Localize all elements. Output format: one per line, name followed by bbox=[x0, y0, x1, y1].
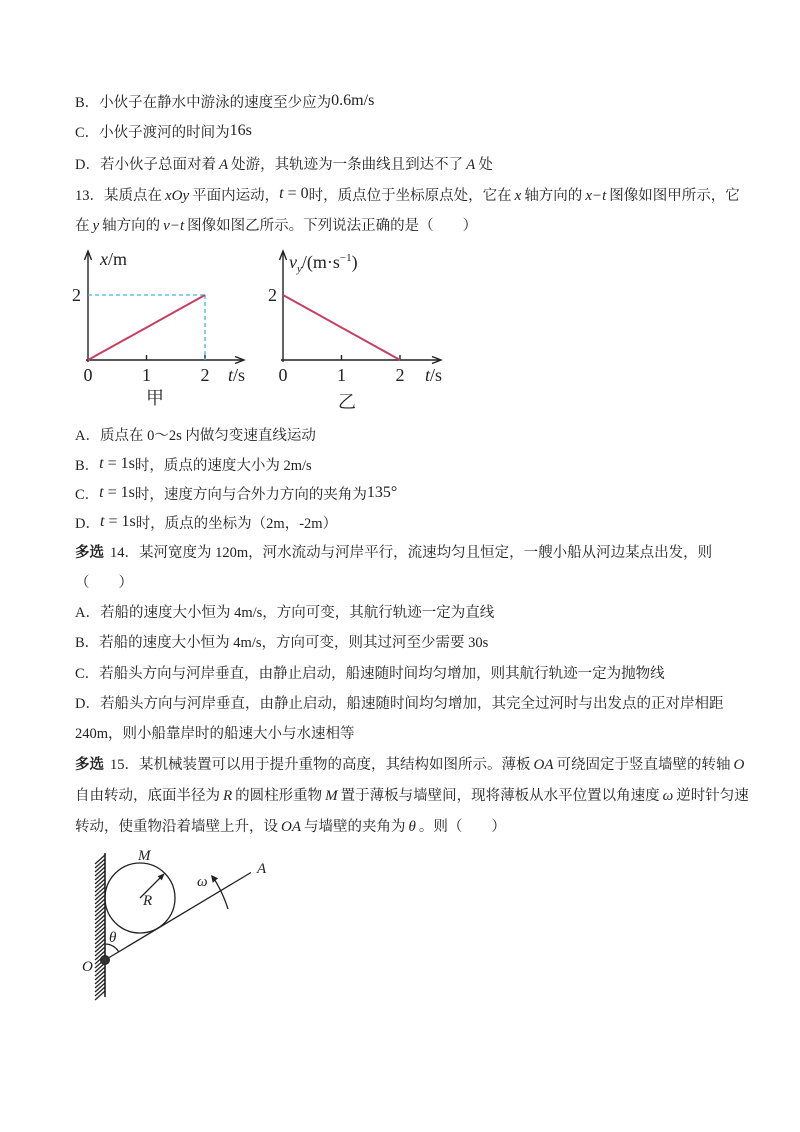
q14-option-c bbox=[75, 663, 665, 685]
question-text: 某质点在 bbox=[104, 188, 162, 204]
option-label: B． bbox=[75, 95, 100, 111]
option-label: B． bbox=[75, 458, 100, 474]
y-axis-unit-close: ) bbox=[351, 252, 358, 272]
q12-option-b bbox=[75, 92, 374, 114]
math-variable: ω bbox=[662, 788, 674, 804]
option-text: C．若船头方向与河岸垂直，由静止启动，船速随时间均匀增加，则其航行轨迹一定为抛物线 bbox=[75, 666, 665, 682]
option-text: 小伙子在静水中游泳的速度至少应为 bbox=[99, 95, 332, 111]
x-axis-label bbox=[425, 365, 442, 385]
question-text: 图像如图乙所示。下列说法正确的是（ ） bbox=[187, 218, 478, 234]
option-label: C． bbox=[75, 487, 100, 503]
option-text: 时，速度方向与合外力方向的夹角为 bbox=[134, 487, 367, 503]
q14-option-d-line1 bbox=[75, 693, 723, 715]
option-label: D． bbox=[75, 157, 100, 173]
math-expression bbox=[99, 455, 135, 472]
option-label: D． bbox=[75, 516, 100, 532]
board-OA bbox=[105, 873, 251, 961]
option-text: 时，质点的速度大小为 2m/s bbox=[134, 458, 312, 474]
y-axis-variable: x bbox=[100, 249, 108, 269]
option-text: A．若船的速度大小恒为 4m/s，方向可变，其航行轨迹一定为直线 bbox=[75, 605, 495, 621]
math-value: 16s bbox=[229, 122, 252, 139]
x-tick-label: 1 bbox=[337, 365, 346, 385]
math-value: 0.6m/s bbox=[331, 92, 375, 109]
math-value: = 1s bbox=[103, 484, 135, 501]
option-text: 小伙子渡河的时间为 bbox=[99, 125, 230, 141]
math-expression bbox=[100, 513, 136, 530]
math-variable: t bbox=[279, 185, 284, 202]
mechanism-figure bbox=[60, 845, 290, 1005]
question-text: 可绕固定于竖直墙壁的转轴 bbox=[556, 757, 731, 773]
omega-arc-arrow bbox=[213, 877, 228, 909]
option-text: A．质点在 0～2s 内做匀变速直线运动 bbox=[75, 428, 316, 444]
question-text: 平面内运动， bbox=[192, 188, 280, 204]
q14-option-b bbox=[75, 632, 488, 654]
math-variable: R bbox=[223, 788, 233, 804]
y-axis-unit: /m bbox=[108, 249, 128, 269]
q15-stem-line2 bbox=[75, 785, 749, 807]
answer-blank: （ ） bbox=[75, 575, 133, 591]
math-variable: t bbox=[99, 484, 104, 501]
question-number: 13． bbox=[75, 188, 104, 204]
label-O: O bbox=[82, 959, 93, 975]
question-text: 时，质点位于坐标原点处，它在 bbox=[308, 188, 512, 204]
question-text: 的圆柱形重物 bbox=[235, 788, 323, 804]
question-text: 某机械装置可以用于提升重物的高度，其结构如图所示。薄板 bbox=[139, 757, 531, 773]
label-A: A bbox=[257, 861, 267, 877]
x-axis-variable: t bbox=[228, 365, 234, 385]
figure-caption: 甲 bbox=[146, 388, 164, 408]
q14-option-d-line2 bbox=[75, 723, 355, 745]
q13-stem-line1 bbox=[75, 185, 740, 207]
figure-caption: 乙 bbox=[338, 392, 356, 412]
option-text: 若小伙子总面对着 bbox=[99, 157, 216, 173]
option-label: C． bbox=[75, 125, 100, 141]
option-text: D．若船头方向与河岸垂直，由静止启动，船速随时间均匀增加，其完全过河时与出发点的正对岸相距 bbox=[75, 696, 724, 712]
x-tick-label: 0 bbox=[83, 365, 93, 385]
option-text: 处 bbox=[478, 157, 493, 173]
x-tick-label: 2 bbox=[200, 365, 210, 385]
q14-answer-blank bbox=[75, 572, 133, 594]
question-text: 在 bbox=[75, 218, 90, 234]
math-variable: OA bbox=[281, 819, 301, 835]
q13-option-d bbox=[75, 513, 337, 535]
option-text: 处游，其轨迹为一条曲线且到达不了 bbox=[231, 157, 464, 173]
data-line bbox=[283, 295, 400, 360]
question-number: 15． bbox=[110, 757, 139, 773]
math-expression bbox=[99, 484, 135, 501]
math-variable: t bbox=[99, 455, 104, 472]
graph-yi-v-t bbox=[255, 245, 455, 415]
multi-select-tag: 多选 bbox=[75, 545, 104, 561]
math-variable: M bbox=[325, 788, 338, 804]
question-text: 自由转动，底面半径为 bbox=[75, 788, 220, 804]
y-axis-variable: v bbox=[289, 252, 297, 272]
y-axis-subscript: y bbox=[297, 263, 302, 275]
question-text: 与墙壁的夹角为 bbox=[304, 819, 406, 835]
x-tick-label: 2 bbox=[395, 365, 405, 385]
data-line bbox=[88, 295, 205, 360]
label-omega: ω bbox=[197, 874, 208, 890]
omega-arrowhead bbox=[211, 875, 218, 883]
question-text: 图像如图甲所示，它 bbox=[609, 188, 740, 204]
x-axis-variable: t bbox=[425, 365, 431, 385]
y-axis-unit: /(m·s bbox=[301, 252, 340, 272]
x-axis-unit: /s bbox=[233, 365, 246, 385]
q13-stem-line2 bbox=[75, 215, 477, 237]
question-text: 某河宽度为 120m，河水流动与河岸平行，流速均匀且恒定，一艘小船从河边某点出发，则 bbox=[139, 545, 713, 561]
x-tick-label: 1 bbox=[142, 365, 151, 385]
q13-option-b bbox=[75, 455, 312, 477]
math-variable: θ bbox=[408, 819, 416, 835]
math-variable: A bbox=[218, 157, 229, 173]
math-variable: OA bbox=[533, 757, 554, 773]
math-variable: A bbox=[466, 157, 476, 173]
q12-option-c bbox=[75, 122, 252, 144]
option-text: 240m，则小船靠岸时的船速大小与水速相等 bbox=[75, 726, 355, 742]
y-tick-label: 2 bbox=[268, 285, 277, 305]
q13-option-c bbox=[75, 484, 397, 506]
q12-option-d bbox=[75, 154, 493, 176]
q14-stem-line1 bbox=[75, 542, 712, 564]
option-text: B．若船的速度大小恒为 4m/s，方向可变，则其过河至少需要 30s bbox=[75, 635, 489, 651]
math-value: = 0 bbox=[283, 185, 309, 202]
math-variable: O bbox=[733, 757, 745, 773]
math-expression bbox=[279, 185, 308, 202]
y-tick-label: 2 bbox=[72, 285, 81, 305]
graph-jia-x-t bbox=[60, 245, 260, 415]
y-axis-label bbox=[289, 252, 358, 275]
math-value: = 1s bbox=[103, 455, 135, 472]
math-variable: y bbox=[92, 218, 100, 234]
q14-option-a bbox=[75, 602, 494, 624]
label-theta: θ bbox=[109, 930, 117, 946]
question-number: 14． bbox=[110, 545, 139, 561]
math-value: = 1s bbox=[104, 513, 136, 530]
math-angle: 135° bbox=[366, 484, 398, 501]
label-R: R bbox=[143, 893, 153, 909]
wall-hatching bbox=[95, 855, 105, 1000]
x-axis-unit: /s bbox=[430, 365, 443, 385]
x-tick-label: 0 bbox=[278, 365, 288, 385]
math-variable: t bbox=[99, 513, 105, 530]
math-variable: xOy bbox=[165, 188, 190, 204]
question-text: 轴方向的 bbox=[102, 218, 161, 234]
question-text: 。则（ ） bbox=[418, 819, 506, 835]
question-text: 置于薄板与墙壁间，现将薄板从水平位置以角速度 bbox=[340, 788, 660, 804]
q15-stem-line1 bbox=[75, 754, 747, 776]
x-axis-label bbox=[228, 365, 245, 385]
q13-option-a bbox=[75, 425, 316, 447]
y-axis-label bbox=[99, 249, 127, 269]
label-M: M bbox=[138, 848, 151, 864]
y-axis-superscript: −1 bbox=[339, 252, 352, 264]
q15-stem-line3 bbox=[75, 816, 506, 838]
math-variable: v−t bbox=[163, 218, 185, 234]
multi-select-tag: 多选 bbox=[75, 757, 104, 773]
option-text: 时，质点的坐标为（2m，-2m） bbox=[135, 516, 338, 532]
pivot-O bbox=[101, 956, 110, 965]
question-text: 转动，使重物沿着墙壁上升，设 bbox=[75, 819, 278, 835]
question-text: 轴方向的 bbox=[524, 188, 583, 204]
question-text: 逆时针匀速 bbox=[676, 788, 749, 804]
math-variable: x−t bbox=[585, 188, 607, 204]
math-variable: x bbox=[514, 188, 522, 204]
